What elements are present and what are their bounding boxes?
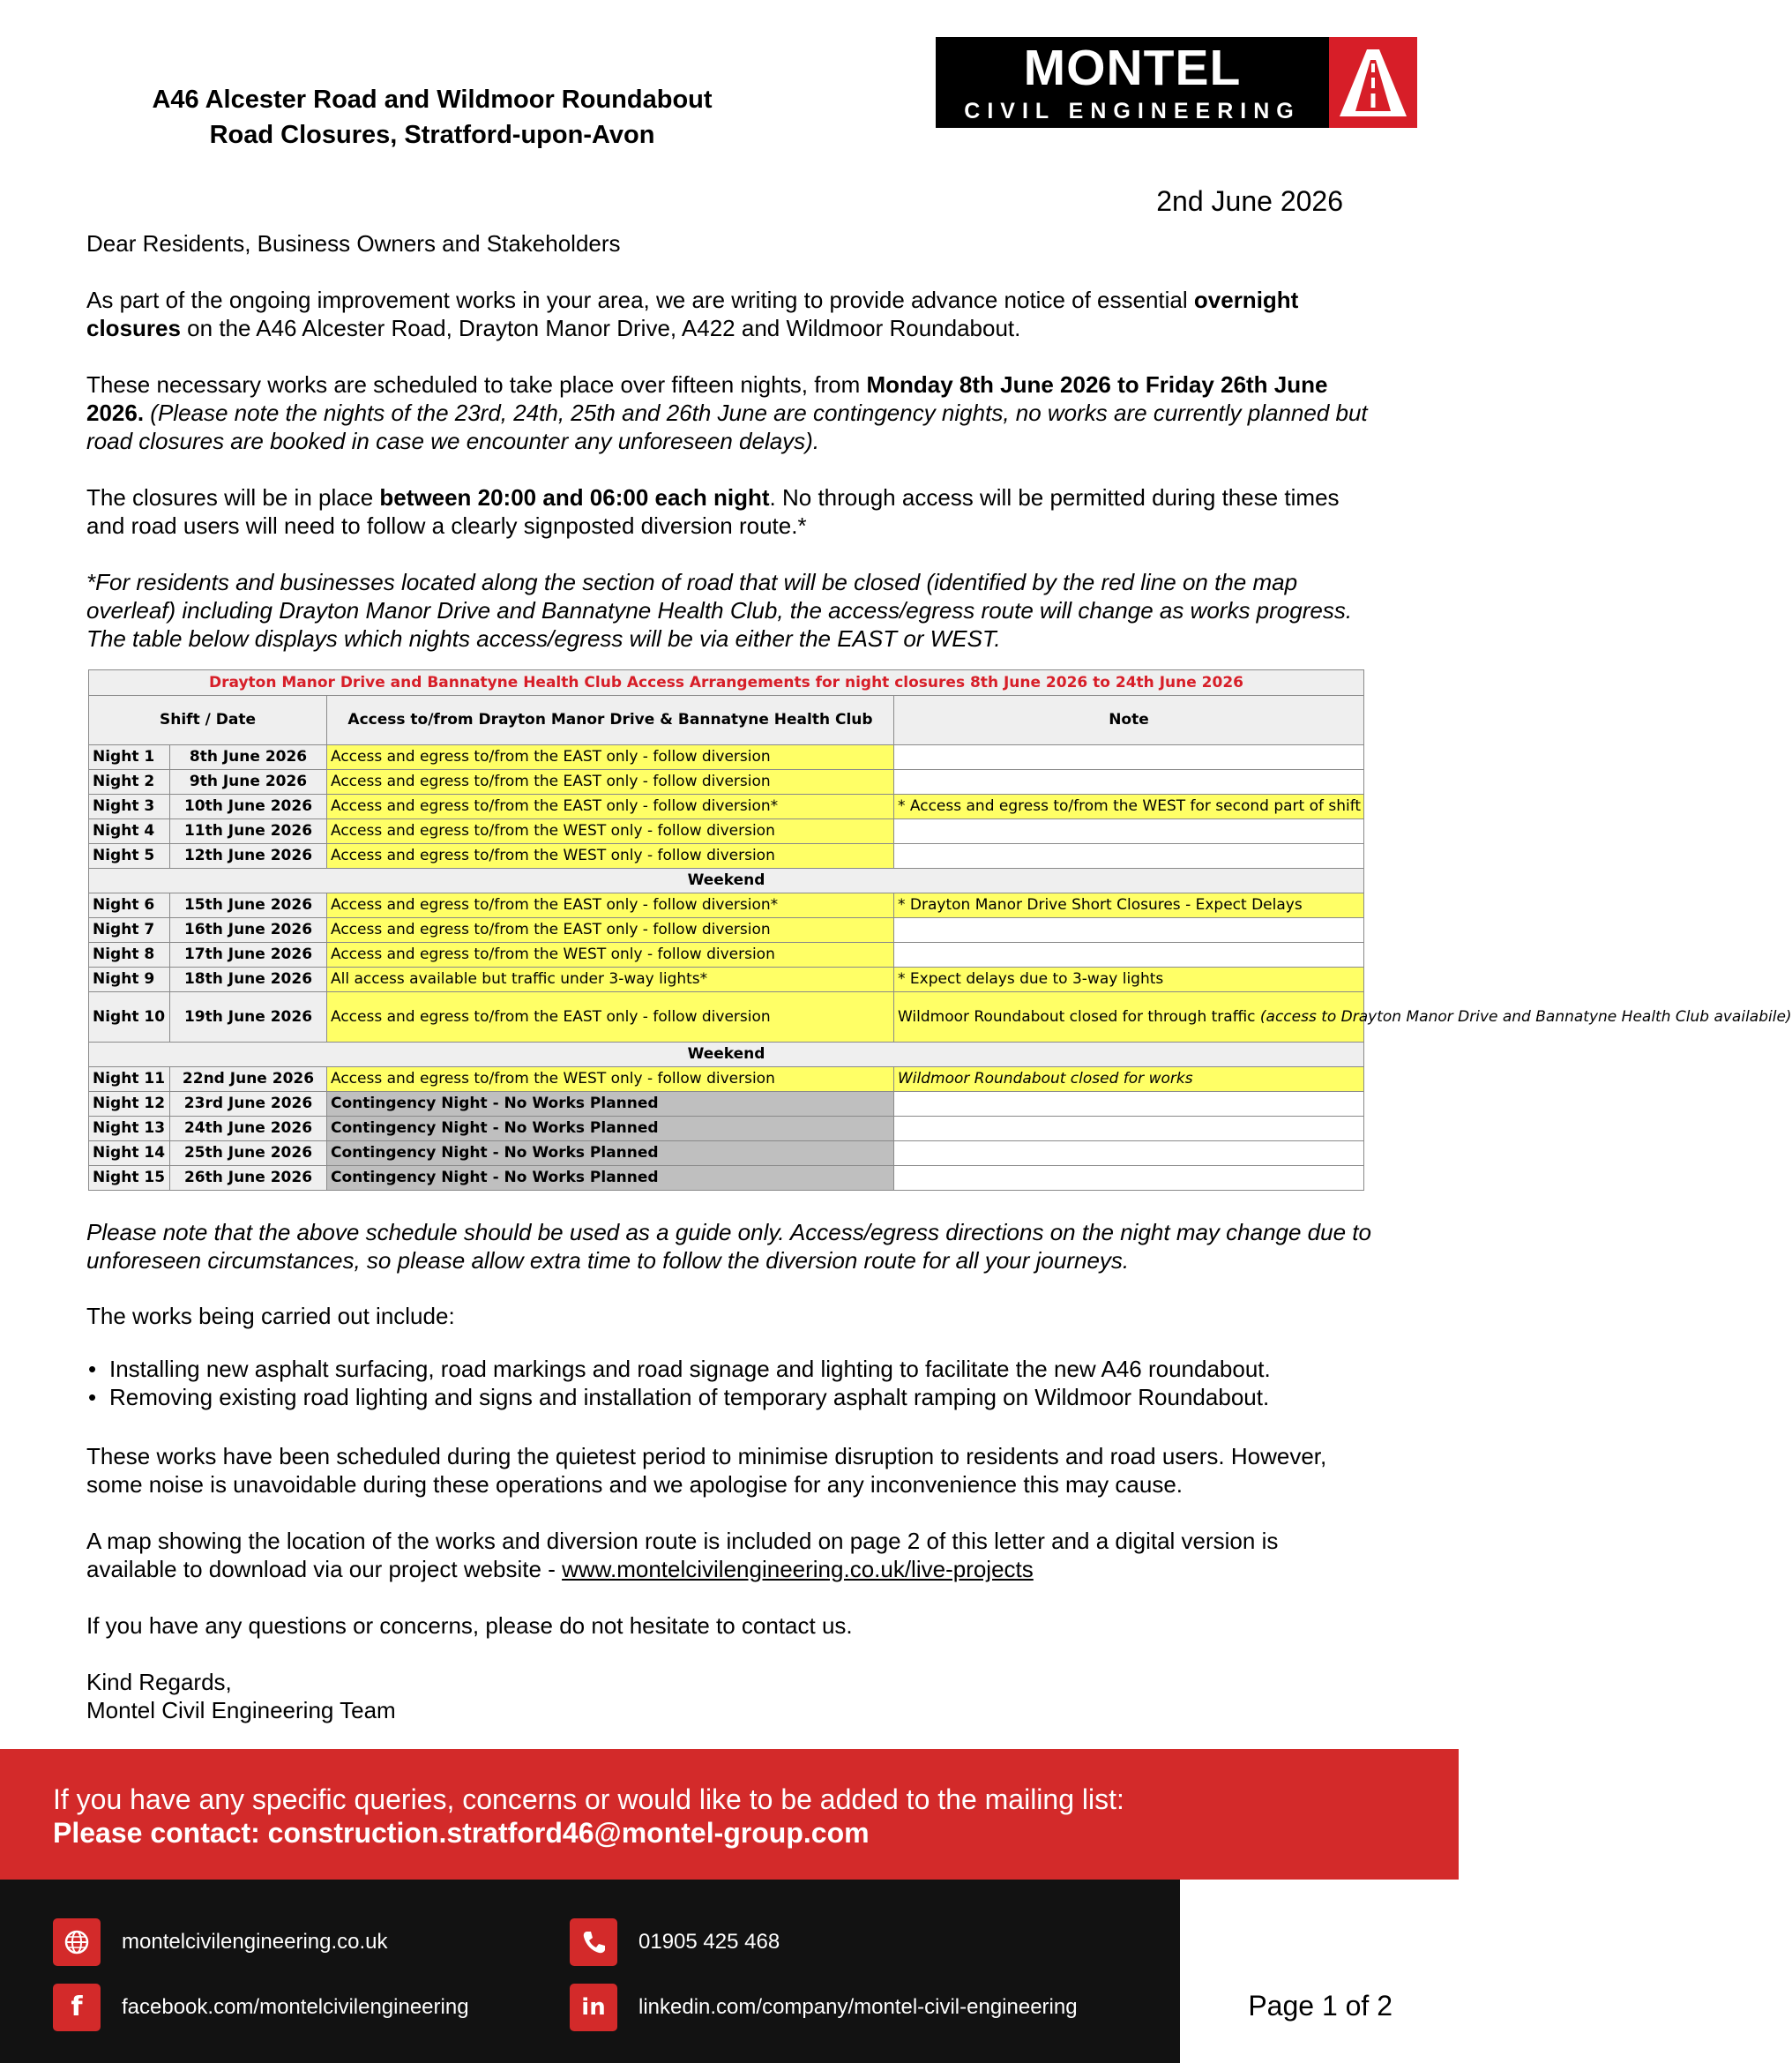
- table-row: Night 12 23rd June 2026 Contingency Night - No Works Planned: [89, 1092, 1364, 1117]
- montel-logo: [936, 37, 1417, 128]
- page-number: Page 1 of 2: [1248, 1990, 1393, 2022]
- document-title: [97, 82, 767, 153]
- paragraph-5: Please note that the above schedule should be used as a guide only. Access/egress directions on the night may change due to unforeseen circumstances, so please allow extra time to follow the diversion route for all your journeys.: [86, 1219, 1371, 1274]
- paragraph-6: The works being carried out include:: [86, 1303, 455, 1329]
- table-row: Night 11 22nd June 2026 Access and egress to/from the WEST only - follow diversion Wildmoor Roundabout closed for works: [89, 1067, 1364, 1092]
- paragraph-9: If you have any questions or concerns, please do not hesitate to contact us.: [86, 1612, 853, 1639]
- table-row: Night 3 10th June 2026 Access and egress to/from the EAST only - follow diversion* * Access and egress to/from the WEST for second part of shift: [89, 795, 1364, 819]
- contact-footer: [0, 1880, 1180, 2063]
- paragraph-7: These works have been scheduled during the quietest period to minimise disruption to residents and road users. However, some noise is unavoidable during these operations and we apologise for any inconvenience this may cause.: [86, 1443, 1327, 1498]
- phone-icon: [570, 1918, 617, 1966]
- table-row: Night 6 15th June 2026 Access and egress to/from the EAST only - follow diversion* * Drayton Manor Drive Short Closures - Expect Delays: [89, 893, 1364, 918]
- header-shift-date: Shift / Date: [89, 696, 327, 745]
- linkedin-text[interactable]: linkedin.com/company/montel-civil-engineering: [638, 1995, 1078, 2019]
- title-line-2: Road Closures, Stratford-upon-Avon: [209, 121, 655, 149]
- table-row: Night 7 16th June 2026 Access and egress to/from the EAST only - follow diversion: [89, 918, 1364, 943]
- table-row: Night 14 25th June 2026 Contingency Night - No Works Planned: [89, 1141, 1364, 1166]
- table-row: Night 10 19th June 2026 Access and egress to/from the EAST only - follow diversion Wildmoor Roundabout closed for through traffic (access to Drayton Manor Drive and Bannatyne Health Club availabile): [89, 992, 1364, 1043]
- contact-line-2[interactable]: Please contact: construction.stratford46@montel-group.com: [53, 1817, 870, 1849]
- logo-subtitle: CIVIL ENGINEERING: [964, 99, 1301, 123]
- facebook-icon: f: [53, 1984, 101, 2031]
- table-row: Night 1 8th June 2026 Access and egress to/from the EAST only - follow diversion: [89, 745, 1364, 770]
- header-note: Note: [894, 696, 1364, 745]
- letter-date: 2nd June 2026: [1156, 185, 1343, 217]
- table-row: Night 8 17th June 2026 Access and egress to/from the WEST only - follow diversion: [89, 943, 1364, 968]
- page-number-box: [1180, 1880, 1459, 2063]
- header-access: Access to/from Drayton Manor Drive & Bannatyne Health Club: [327, 696, 894, 745]
- table-row: Night 4 11th June 2026 Access and egress to/from the WEST only - follow diversion: [89, 819, 1364, 844]
- weekend-row: Weekend: [89, 869, 1364, 893]
- access-schedule-table: [88, 669, 1792, 1191]
- paragraph-1: As part of the ongoing improvement works in your area, we are writing to provide advance notice of essential overnight closures on the A46 Alcester Road, Drayton Manor Drive, A422 and Wildmoor Roundabout.: [86, 287, 1299, 341]
- website-text[interactable]: montelcivilengineering.co.uk: [122, 1930, 388, 1954]
- contact-line-1: If you have any specific queries, concerns or would like to be added to the mailing list:: [53, 1783, 1124, 1815]
- table-caption: Drayton Manor Drive and Bannatyne Health Club Access Arrangements for night closures 8th June 2026 to 24th June 2026: [89, 670, 1364, 696]
- table-row: Night 5 12th June 2026 Access and egress to/from the WEST only - follow diversion: [89, 844, 1364, 869]
- table-row: Night 2 9th June 2026 Access and egress to/from the EAST only - follow diversion: [89, 770, 1364, 795]
- paragraph-3: The closures will be in place between 20:00 and 06:00 each night. No through access will be permitted during these times and road users will need to follow a clearly signposted diversion route.*: [86, 484, 1340, 539]
- list-item: • Removing existing road lighting and signs and installation of temporary asphalt ramping on Wildmoor Roundabout.: [88, 1384, 1270, 1410]
- title-line-1: A46 Alcester Road and Wildmoor Roundabout: [152, 86, 713, 114]
- facebook-text[interactable]: facebook.com/montelcivilengineering: [122, 1995, 469, 2019]
- greeting: Dear Residents, Business Owners and Stakeholders: [86, 230, 621, 257]
- paragraph-8: A map showing the location of the works and diversion route is included on page 2 of this letter and a digital version is available to download via our project website - www.montelcivilengineering.co.uk/live-projects: [86, 1528, 1279, 1582]
- weekend-row: Weekend: [89, 1043, 1364, 1067]
- table-row: Night 13 24th June 2026 Contingency Night - No Works Planned: [89, 1117, 1364, 1141]
- road-mark-icon: [1329, 37, 1417, 128]
- works-list: [86, 1355, 1271, 1411]
- globe-icon: [53, 1918, 101, 1966]
- project-website-link[interactable]: www.montelcivilengineering.co.uk/live-projects: [562, 1556, 1034, 1582]
- logo-name: MONTEL: [1023, 40, 1242, 96]
- table-row: Night 9 18th June 2026 All access available but traffic under 3-way lights* * Expect delays due to 3-way lights: [89, 968, 1364, 992]
- signoff: Kind Regards, Montel Civil Engineering Team: [86, 1669, 396, 1723]
- paragraph-2: These necessary works are scheduled to take place over fifteen nights, from Monday 8th June 2026 to Friday 26th June 2026. (Please note the nights of the 23rd, 24th, 25th and 26th June are contingency nights, no works are currently planned but road closures are booked in case we encounter any unforeseen delays).: [86, 371, 1368, 454]
- phone-text[interactable]: 01905 425 468: [638, 1930, 780, 1954]
- paragraph-4: *For residents and businesses located along the section of road that will be closed (identified by the red line on the map overleaf) including Drayton Manor Drive and Bannatyne Health Club, the access/egress route will change as works progress. The table below displays which nights access/egress will be via either the EAST or WEST.: [86, 569, 1353, 652]
- list-item: • Installing new asphalt surfacing, road markings and road signage and lighting to facilitate the new A46 roundabout.: [88, 1356, 1271, 1382]
- table-row: Night 15 26th June 2026 Contingency Night - No Works Planned: [89, 1166, 1364, 1191]
- linkedin-icon: in: [570, 1984, 617, 2031]
